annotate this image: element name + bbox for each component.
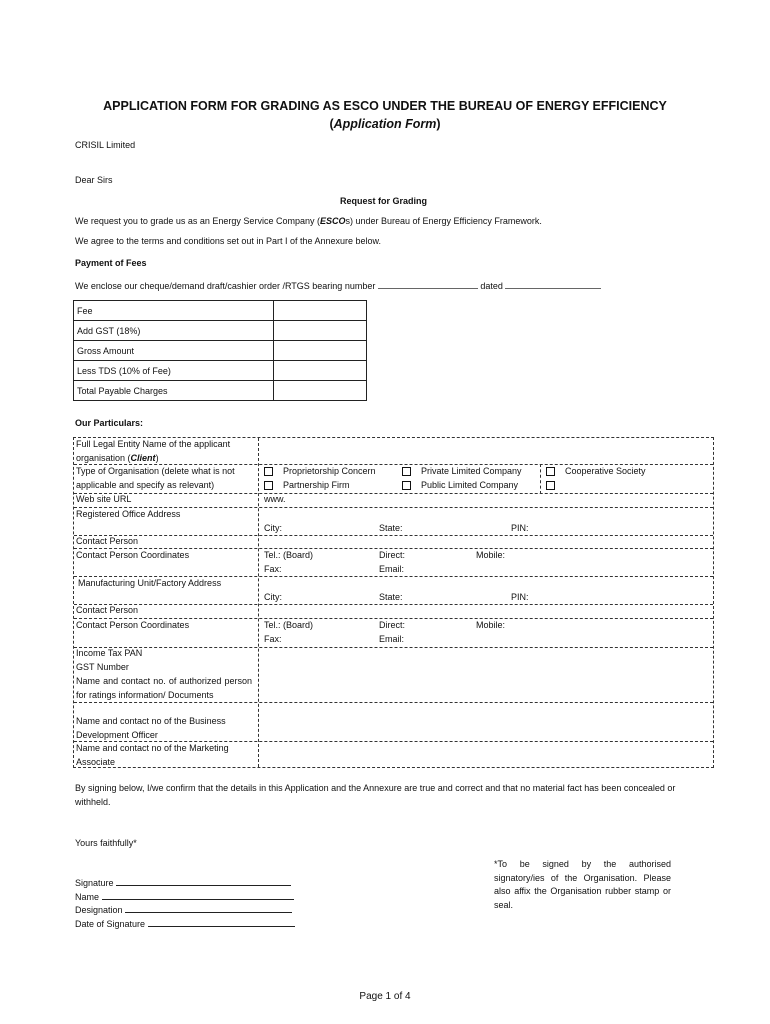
request-text: We request you to grade us as an Energy Service Company (ESCOs) under Bureau of Energy Efficiency Framework.: [75, 216, 542, 226]
legal-name-label: Full Legal Entity Name of the applicant organisation (Client): [76, 439, 231, 463]
reg-email-label: Email:: [379, 564, 405, 574]
signatory-footnote: *To be signed by the authorised signatory/ies of the Organisation. Please also affix the Organisation rubber stamp or seal.: [494, 859, 671, 910]
org-type-label: Type of Organisation (delete what is not applicable and specify as relevant): [76, 466, 235, 490]
website-label: Web site URL: [76, 494, 132, 504]
ratings-contact-label: Name and contact no. of authorized person for ratings information/ Documents: [76, 676, 252, 700]
manufacturing-address-label: Manufacturing Unit/Factory Address: [78, 578, 222, 588]
mfg-fax-label: Fax:: [264, 634, 282, 644]
mfg-pin-label: PIN:: [511, 592, 529, 602]
mfg-tel-board-label: Tel.: (Board): [264, 620, 314, 630]
org-type-divider: [540, 464, 541, 494]
payment-heading: Payment of Fees: [75, 258, 147, 268]
salutation: Dear Sirs: [75, 175, 113, 185]
reg-mobile-label: Mobile:: [476, 550, 506, 560]
option-proprietorship[interactable]: Proprietorship Concern: [264, 465, 376, 479]
mfg-contact-person-label: Contact Person: [76, 605, 139, 615]
total-payable-value-cell[interactable]: [274, 381, 367, 401]
checkbox-other[interactable]: [546, 481, 555, 490]
mfg-state-label: State:: [379, 592, 403, 602]
bdo-contact-label: Name and contact no of the Business Development Officer: [76, 716, 226, 740]
total-payable-label: Total Payable Charges: [74, 381, 274, 401]
contact-coordinates-label: Contact Person Coordinates: [76, 550, 190, 560]
cheque-number-blank[interactable]: [378, 279, 478, 289]
checkbox-public-limited[interactable]: [402, 481, 411, 490]
tds-value-cell[interactable]: [274, 361, 367, 381]
reg-tel-board-label: Tel.: (Board): [264, 550, 314, 560]
gst-label: Add GST (18%): [74, 321, 274, 341]
marketing-contact-label: Name and contact no of the Marketing Associate: [76, 743, 229, 767]
request-heading: Request for Grading: [340, 196, 428, 206]
option-cooperative[interactable]: Cooperative Society: [546, 465, 646, 479]
mfg-email-label: Email:: [379, 634, 405, 644]
table-row: [74, 301, 367, 321]
checkbox-proprietorship[interactable]: [264, 467, 273, 476]
reg-city-label: City:: [264, 523, 282, 533]
cheque-date-blank[interactable]: [505, 279, 601, 289]
option-partnership[interactable]: Partnership Firm: [264, 479, 350, 493]
table-row: [74, 381, 367, 401]
gross-amount-label: Gross Amount: [74, 341, 274, 361]
registered-office-label: Registered Office Address: [76, 509, 181, 519]
particulars-heading: Our Particulars:: [75, 418, 144, 428]
gst-number-label: GST Number: [76, 662, 129, 672]
mfg-city-label: City:: [264, 592, 282, 602]
option-public-limited[interactable]: Public Limited Company: [402, 479, 518, 493]
checkbox-partnership[interactable]: [264, 481, 273, 490]
checkbox-private-limited[interactable]: [402, 467, 411, 476]
confirmation-text: By signing below, I/we confirm that the details in this Application and the Annexure are true and correct and that no material fact has been concealed or withheld.: [75, 783, 676, 807]
income-tax-pan-label: Income Tax PAN: [76, 648, 143, 658]
gross-amount-value-cell[interactable]: [274, 341, 367, 361]
signature-field[interactable]: Signature: [75, 877, 295, 891]
option-other[interactable]: [546, 479, 565, 493]
signature-block: [75, 877, 295, 931]
form-title: APPLICATION FORM FOR GRADING AS ESCO UNDER THE BUREAU OF ENERGY EFFICIENCY (Application Form): [103, 99, 667, 131]
fee-label: Fee: [74, 301, 274, 321]
mfg-mobile-label: Mobile:: [476, 620, 506, 630]
contact-person-label: Contact Person: [76, 536, 139, 546]
fee-value-cell[interactable]: [274, 301, 367, 321]
reg-state-label: State:: [379, 523, 403, 533]
column-divider: [258, 438, 259, 767]
reg-direct-label: Direct:: [379, 550, 406, 560]
date-of-signature-field[interactable]: Date of Signature: [75, 918, 295, 932]
mfg-direct-label: Direct:: [379, 620, 406, 630]
enclose-text: We enclose our cheque/demand draft/cashier order /RTGS bearing number dated: [75, 279, 601, 291]
option-private-limited[interactable]: Private Limited Company: [402, 465, 522, 479]
addressee: CRISIL Limited: [75, 140, 136, 150]
tds-label: Less TDS (10% of Fee): [74, 361, 274, 381]
table-row: [74, 321, 367, 341]
particulars-grid: [73, 437, 714, 768]
mfg-contact-coordinates-label: Contact Person Coordinates: [76, 620, 190, 630]
website-value[interactable]: www.: [264, 494, 286, 504]
reg-pin-label: PIN:: [511, 523, 529, 533]
agree-text: We agree to the terms and conditions set out in Part I of the Annexure below.: [75, 236, 382, 246]
table-row: [74, 341, 367, 361]
name-field[interactable]: Name: [75, 891, 295, 905]
yours-faithfully: Yours faithfully*: [75, 838, 137, 848]
fee-table: [73, 300, 367, 401]
designation-field[interactable]: Designation: [75, 904, 295, 918]
table-row: [74, 361, 367, 381]
checkbox-cooperative[interactable]: [546, 467, 555, 476]
page-number: Page 1 of 4: [359, 991, 411, 1002]
gst-value-cell[interactable]: [274, 321, 367, 341]
reg-fax-label: Fax:: [264, 564, 282, 574]
